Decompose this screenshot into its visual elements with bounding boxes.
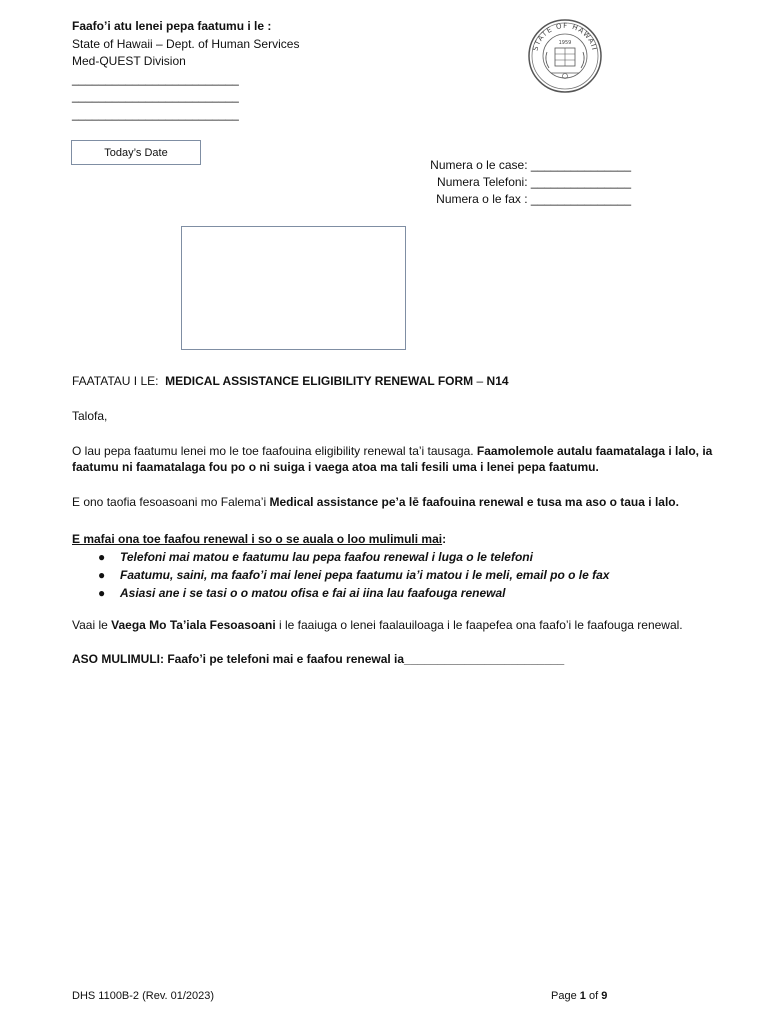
option-visit: Asiasi ane i se tasi o o matou ofisa e fai ai iina lau faafouga renewal	[120, 586, 506, 600]
return-heading: Faafo’i atu lenei pepa faatumu i le :	[72, 19, 272, 33]
paragraph-help	[72, 617, 722, 633]
paragraph-intro-normal: O lau pepa faatumu lenei mo le toe faafouina eligibility renewal ta’i tausaga.	[72, 444, 477, 458]
list-item	[98, 584, 722, 602]
list-item	[98, 566, 722, 584]
renewal-options-list	[72, 548, 722, 602]
page-current: 1	[579, 990, 586, 1002]
option-mail: Faatumu, saini, ma faafo’i mai lenei pepa faatumu ia’i matou i le meli, email po o le fax	[120, 568, 610, 582]
paragraph-help-bold: Vaega Mo Ta’iala Fesoasoani	[111, 618, 276, 632]
page-total: 9	[601, 990, 608, 1002]
page-number	[551, 990, 607, 1002]
deadline-line: ASO MULIMULI: Faafo’i pe telefoni mai e faafou renewal ia________________________	[72, 652, 565, 666]
sender-address-block	[72, 18, 299, 123]
renewal-options-heading: E mafai ona toe faafou renewal i so o se auala o loo mulimuli mai	[72, 532, 443, 546]
renewal-options	[72, 530, 722, 602]
paragraph-warning-bold: Medical assistance pe’a lē faafouina renewal e tusa ma aso o taua i lalo.	[269, 495, 679, 509]
list-item	[98, 548, 722, 566]
renewal-options-colon: :	[442, 532, 447, 546]
page-word: Page	[551, 990, 577, 1002]
seal-year: 1959	[558, 40, 572, 46]
paragraph-help-post: i le faaiuga o lenei faalauiloaga i le faapefea ona faafo’i le faafouga renewal.	[275, 618, 683, 632]
todays-date-label: Today’s Date	[104, 146, 168, 159]
recipient-address-box	[181, 226, 406, 350]
bullet-icon: ●	[98, 568, 106, 582]
fax-number-label: Numera o le fax :	[436, 192, 528, 206]
paragraph-help-pre: Vaai le	[72, 618, 112, 632]
address-blank-1: _________________________	[72, 71, 239, 86]
bullet-icon: ●	[98, 586, 106, 600]
of-word: of	[588, 990, 599, 1002]
form-id: DHS 1100B-2 (Rev. 01/2023)	[72, 990, 215, 1002]
fax-number-field[interactable]: _______________	[530, 192, 631, 206]
subject-code: N14	[486, 374, 509, 388]
address-blank-3: _________________________	[72, 106, 239, 121]
case-info-block	[400, 157, 631, 208]
paragraph-warning-normal: E ono taofia fesoasoani mo Falema’i	[72, 495, 270, 509]
seal-text: STATE OF HAWAII	[531, 21, 599, 52]
case-number-field[interactable]: _______________	[530, 158, 631, 172]
address-blank-2: _________________________	[72, 89, 239, 103]
case-number-label: Numera o le case:	[430, 158, 528, 172]
subject-title: MEDICAL ASSISTANCE ELIGIBILITY RENEWAL FORM	[165, 374, 474, 388]
subject-line	[72, 374, 509, 388]
todays-date-box[interactable]	[71, 140, 201, 165]
subject-prefix: FAATATAU I LE:	[72, 374, 159, 388]
phone-number-field[interactable]: _______________	[530, 175, 631, 189]
division-name: Med-QUEST Division	[72, 54, 186, 68]
subject-dash: –	[476, 374, 484, 388]
greeting: Talofa,	[72, 409, 108, 423]
svg-text:STATE OF HAWAII	[531, 22, 598, 52]
paragraph-intro-bold: Faamolemole autalu faamatalaga i lalo, ia faatumu ni faamatalaga fou po o ni suiga i vaega atoa ma tali fesili uma i lenei pepa faatumu.	[72, 444, 713, 474]
paragraph-warning	[72, 494, 722, 510]
option-phone: Telefoni mai matou e faatumu lau pepa faafou renewal i luga o le telefoni	[120, 550, 533, 564]
state-seal-icon	[527, 18, 603, 94]
phone-number-label: Numera Telefoni:	[437, 175, 528, 189]
bullet-icon: ●	[98, 550, 106, 564]
agency-name: State of Hawaii – Dept. of Human Services	[72, 36, 300, 51]
paragraph-intro	[72, 443, 722, 475]
